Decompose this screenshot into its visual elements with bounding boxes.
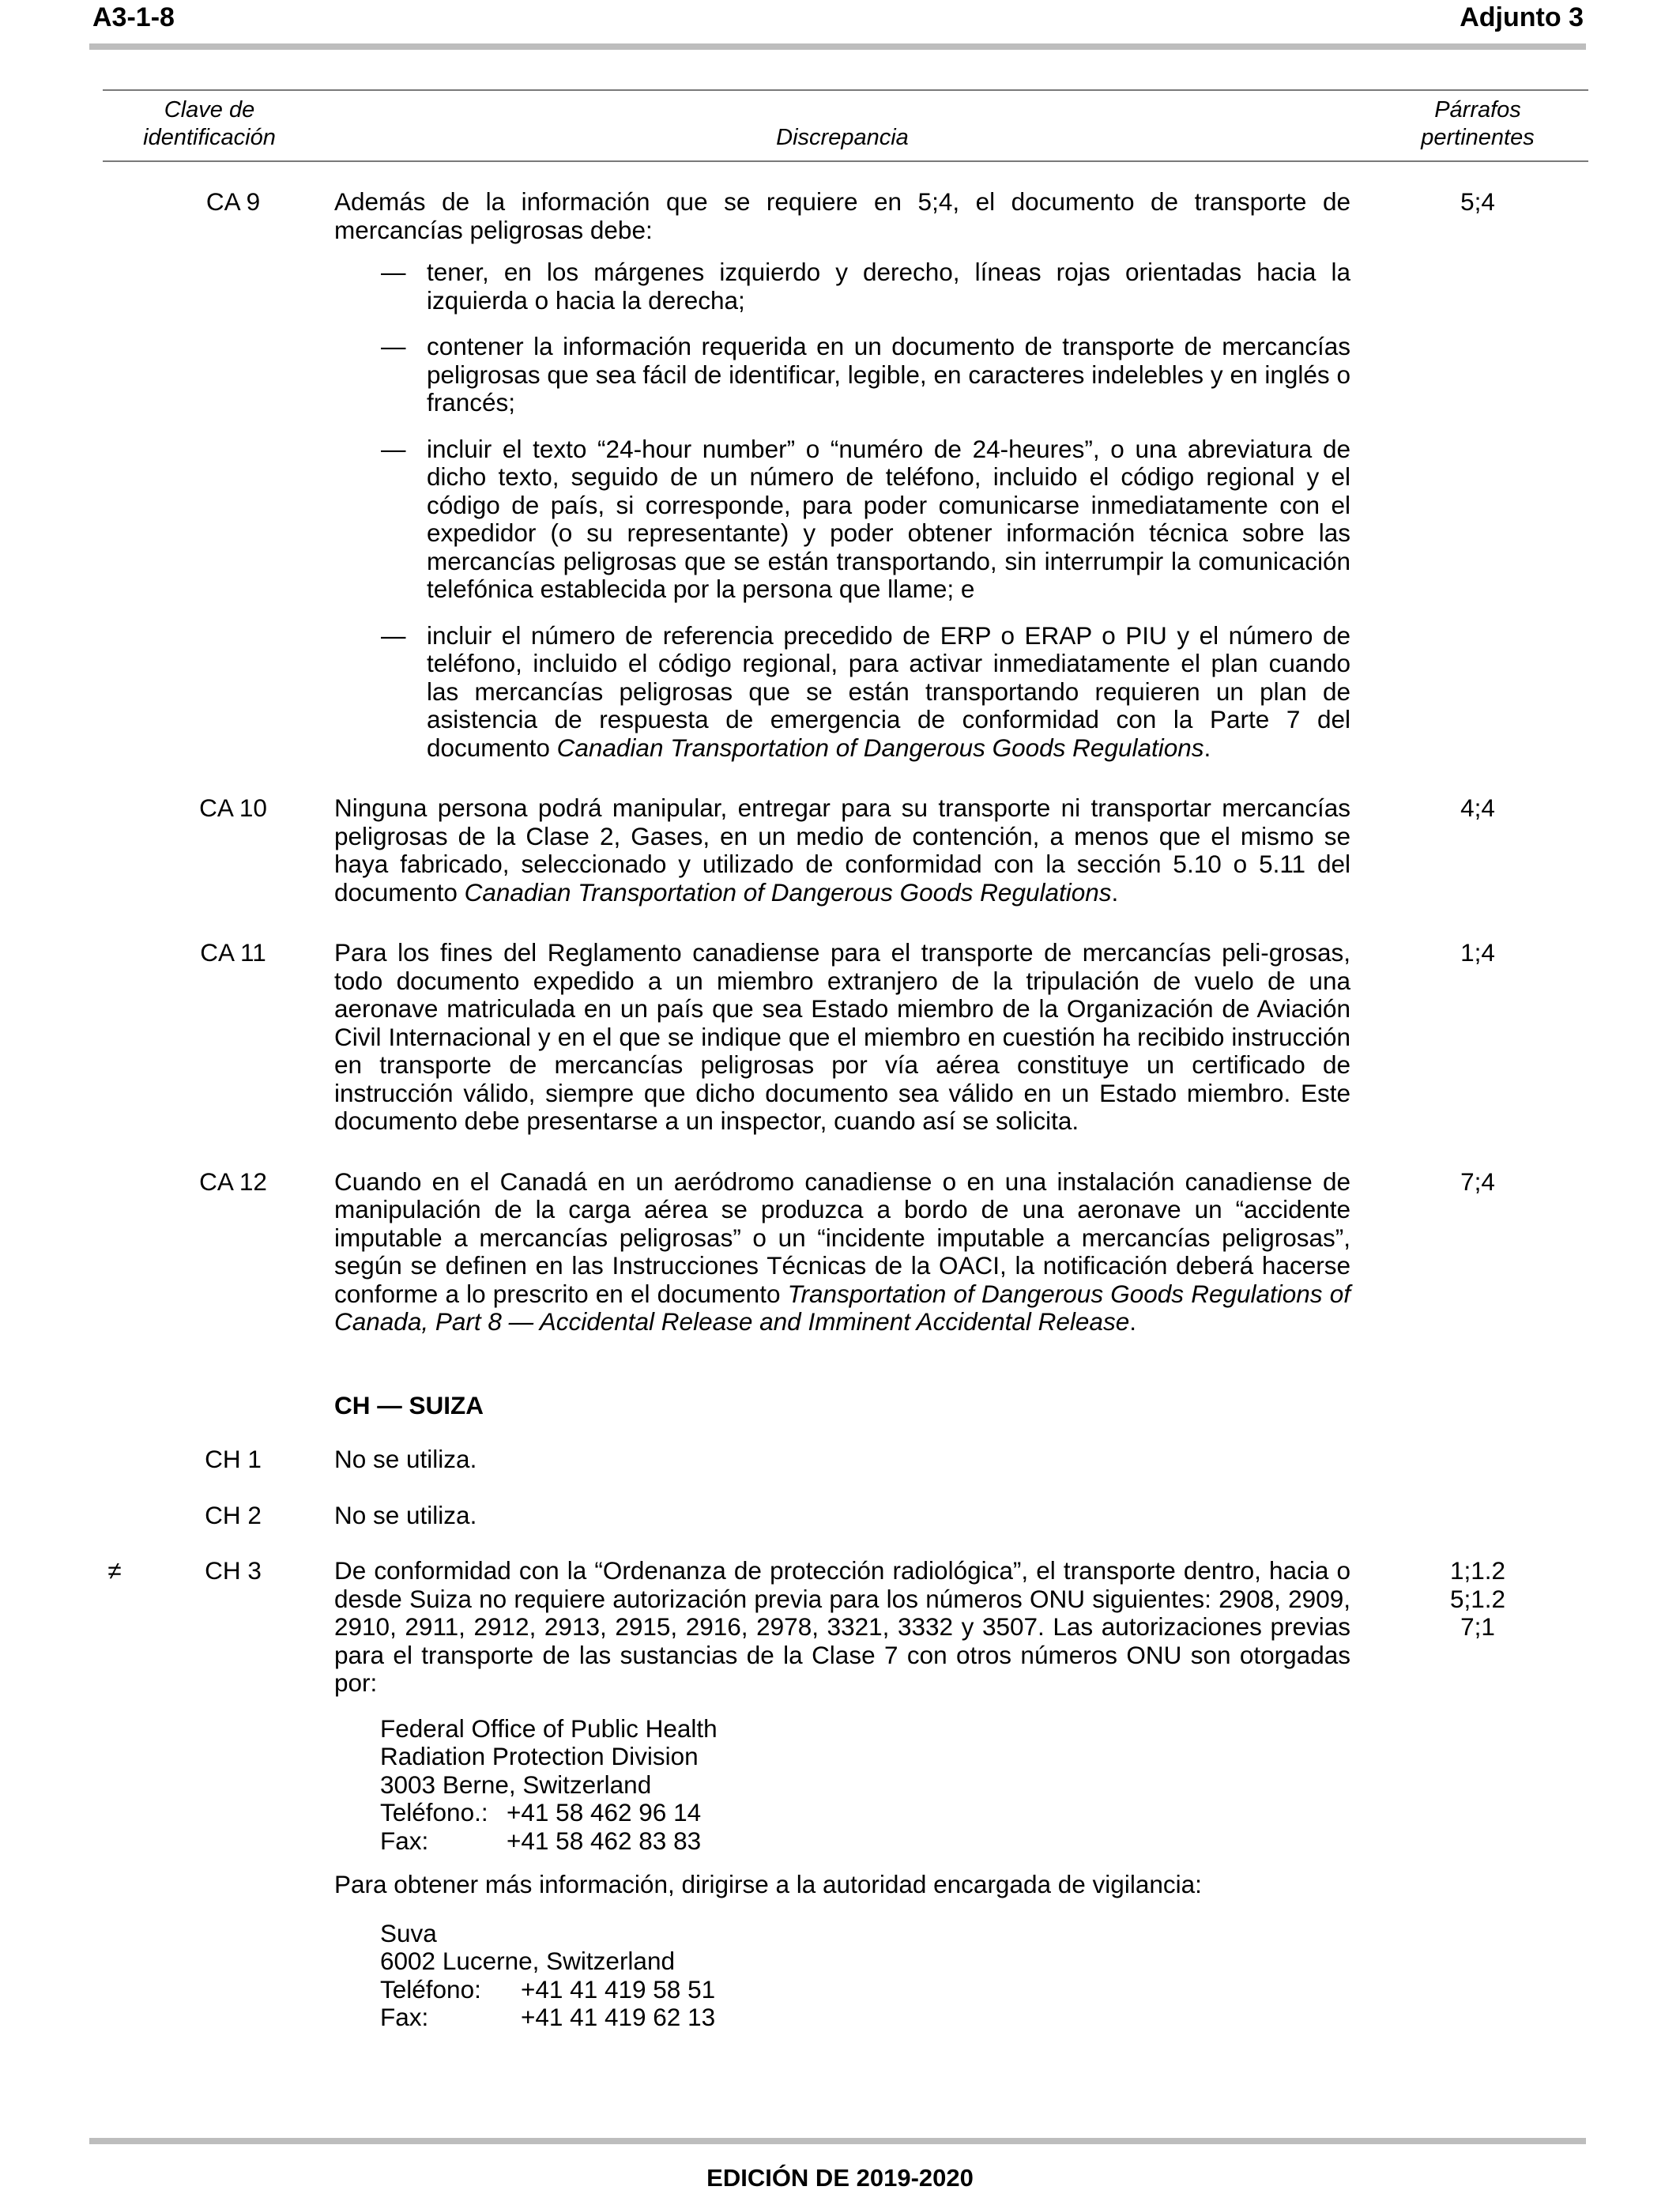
entry-text: Para los fines del Reglamento canadiense para el transporte de mercancías peli-grosas, todo documento expedido a un miembro extranjero de la tripulación de vuelo de una aeronave matriculada en un país que sea Estado miembro de la Organización de Aviación Civil Internacional y en el que se indique que el miembro en cuestión ha recibido instrucción en transporte de mercancías peligrosas por vía aérea constituye un certificado de instrucción válido, siempre que dicho documento sea válido en un Estado miembro. Este documento debe presentarse a un inspector, cuando así se solicita. <box>334 938 1350 1135</box>
table-body <box>0 188 1680 2032</box>
entry-id: CA 12 <box>199 1167 267 1196</box>
dash-marker: — <box>381 434 406 463</box>
entry-text: Para obtener más información, dirigirse a la autoridad encargada de vigilancia: <box>334 1870 1202 1898</box>
address-block: Federal Office of Public Health Radiation Protection Division 3003 Berne, Switzerland Teléfono.: +41 58 462 96 14 Fax: +41 58 462 83 83 <box>380 1715 1680 1856</box>
document-title: Canadian Transportation of Dangerous Goods Regulations <box>556 733 1204 762</box>
dash-marker: — <box>381 332 406 360</box>
entry-id: CH 3 <box>205 1556 262 1585</box>
page-number: A3-1-8 <box>92 2 175 32</box>
table-row <box>0 794 1680 907</box>
entry-text: Ninguna persona podrá manipular, entregar para su transporte ni transportar mercancías peligrosas de la Clase 2, Gases, en un medio de contención, a menos que el mismo se haya fabricado, seleccionado y utilizado de conformidad con la sección 5.10 o 5.11 del documento Canadian Transportation of Dangerous Goods Regulations. <box>334 794 1350 907</box>
table-row <box>0 1446 1680 1474</box>
entry-id: CA 10 <box>199 794 267 822</box>
table-row <box>0 1502 1680 1530</box>
fax-line: Fax: +41 41 419 62 13 <box>380 2003 716 2031</box>
entry-text: No se utiliza. <box>334 1445 477 1473</box>
fax-line: Fax: +41 58 462 83 83 <box>380 1826 702 1855</box>
bullet-item: — tener, en los márgenes izquierdo y derecho, líneas rojas orientadas hacia la izquierda o hacia la derecha; <box>381 258 1350 315</box>
entry-id: CH 2 <box>205 1500 262 1529</box>
bullet-item: — contener la información requerida en un documento de transporte de mercancías peligrosas que sea fácil de identificar, legible, en caracteres indelebles y en inglés o francés; <box>381 332 1350 417</box>
document-title: Canadian Transportation of Dangerous Goods Regulations <box>464 877 1112 907</box>
table-row <box>0 1557 1680 2032</box>
table-top-rule <box>103 89 1588 91</box>
table-header-rule <box>103 160 1588 162</box>
bullet-item: — incluir el texto “24-hour number” o “numéro de 24-heures”, o una abreviatura de dicho texto, seguido de un número de teléfono, incluido el código regional y el código de país, si corresponde, para poder comunicarse inmediatamente con el expedidor (o su representante) y poder obtener información técnica sobre las mercancías peligrosas que se están transportando, sin interrumpir la comunicación telefónica establecida por la persona que llame; e <box>381 434 1350 603</box>
entry-ref: 4;4 <box>1460 794 1495 822</box>
address-block: Suva 6002 Lucerne, Switzerland Teléfono: +41 41 419 58 51 Fax: +41 41 419 62 13 <box>380 1920 1680 2032</box>
phone-line: Teléfono.: +41 58 462 96 14 <box>380 1798 702 1826</box>
entry-text: Cuando en el Canadá en un aeródromo canadiense o en una instalación canadiense de manipulación de la carga aérea se produzca a bordo de una aeronave un “accidente imputable a mercancías peligrosas” o un “incidente imputable a mercancías peligrosas”, según se definen en las Instrucciones Técnicas de la OACI, la notificación deberá hacerse conforme a lo prescrito en el documento Transportation of Dangerous Goods Regulations of Canada, Part 8 — Accidental Release and Imminent Accidental Release. <box>334 1167 1350 1336</box>
dash-marker: — <box>381 620 406 650</box>
entry-text: Además de la información que se requiere en 5;4, el documento de transporte de mercancías peligrosas debe: <box>334 187 1350 244</box>
phone-line: Teléfono: +41 41 419 58 51 <box>380 1974 716 2004</box>
entry-ref: 7;4 <box>1460 1167 1495 1196</box>
document-title: Transportation of Dangerous Goods Regulations of Canada, Part 8 — Accidental Release and Imminent Accidental Release <box>334 1279 1350 1336</box>
entry-ref: 5;4 <box>1460 187 1495 216</box>
entry-ref: 1;1.2 5;1.2 7;1 <box>1449 1556 1506 1641</box>
bullet-item: — incluir el número de referencia precedido de ERP o ERAP o PIU y el número de teléfono, incluido el código regional, para activar inmediatamente el plan cuando las mercancías peligrosas que se están transportando requieren un plan de asistencia de respuesta de emergencia de conformidad con la Parte 7 del documento Canadian Transportation of Dangerous Goods Regulations. <box>381 620 1350 762</box>
section-heading: CH — SUIZA <box>334 1390 484 1419</box>
section-label: Adjunto 3 <box>1460 2 1584 32</box>
entry-id: CH 1 <box>205 1445 262 1473</box>
col-header-discrepancy: Discrepancia <box>776 125 909 150</box>
amendment-mark: ≠ <box>107 1556 122 1585</box>
col-header-id: Clave de identificación <box>143 97 276 150</box>
entry-id: CA 9 <box>205 187 261 216</box>
entry-id: CA 11 <box>200 938 266 967</box>
table-row <box>0 1168 1680 1336</box>
header-rule <box>89 43 1586 50</box>
edition-label: EDICIÓN DE 2019-2020 <box>706 2164 974 2192</box>
entry-text: De conformidad con la “Ordenanza de protección radiológica”, el transporte dentro, hacia o desde Suiza no requiere autorización previa para los números ONU siguientes: 2908, 2909, 2910, 2911, 2912, 2913, 2915, 2916, 2978, 3321, 3332 y 3507. Las autorizaciones previas para el transporte de las sustancias de la Clase 7 con otros números ONU son otorgadas por: <box>334 1556 1350 1697</box>
col-header-paragraphs: Párrafos pertinentes <box>1421 97 1535 150</box>
entry-text: No se utiliza. <box>334 1500 477 1529</box>
entry-ref: 1;4 <box>1460 938 1495 967</box>
dash-marker: — <box>381 258 406 286</box>
table-row <box>0 939 1680 1136</box>
footer-rule <box>89 2138 1586 2144</box>
table-row <box>0 188 1680 762</box>
